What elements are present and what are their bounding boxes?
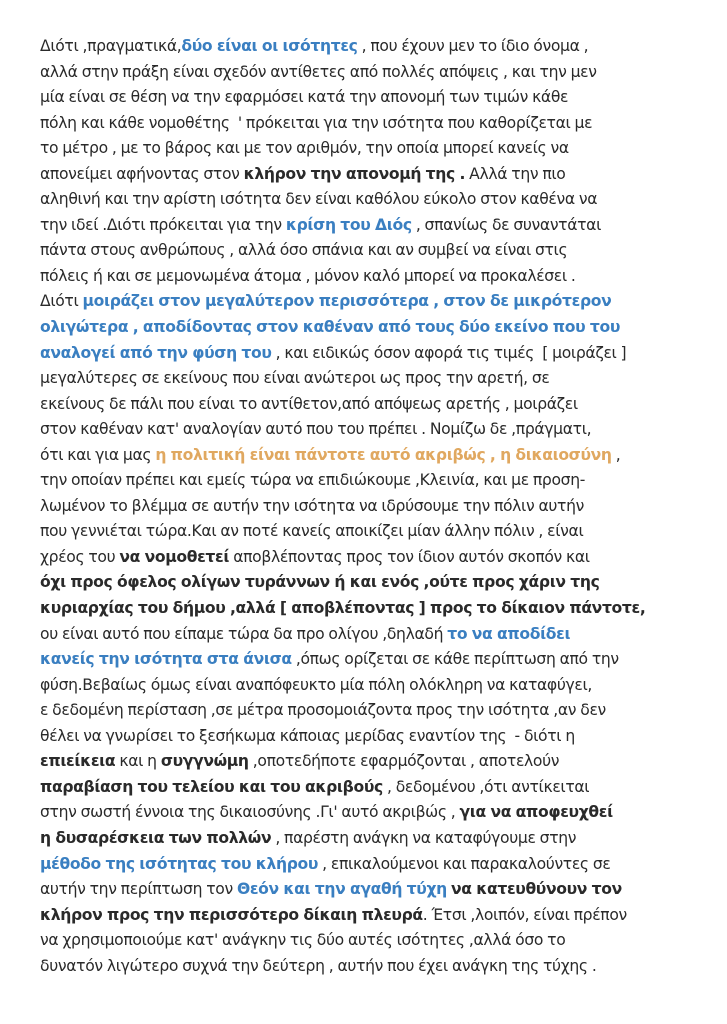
- highlight-blue: το να αποδίδει: [447, 624, 571, 643]
- text-line: [40, 34, 700, 60]
- text-line: [40, 341, 700, 367]
- text-segment: ότι και για μας: [40, 445, 156, 464]
- text-segment: φύση.Βεβαίως όμως είναι αναπόφευκτο μία πόλη ολόκληρη να καταφύγει,: [40, 675, 593, 694]
- bold-phrase: να νομοθετεί: [119, 547, 230, 566]
- text-line: [40, 519, 700, 545]
- document-body: [40, 34, 700, 979]
- bold-phrase: επιείκεια: [40, 752, 116, 771]
- text-segment: μεγαλύτερες σε εκείνους που είναι ανώτεροι ως προς την αρετή, σε: [40, 369, 550, 388]
- text-line: [40, 647, 700, 673]
- text-line: [40, 392, 700, 418]
- text-line: [40, 673, 700, 699]
- text-segment: , και ειδικώς όσον αφορά τις τιμές [ μοιράζει ]: [271, 343, 627, 362]
- text-line: [40, 162, 700, 188]
- text-line: [40, 85, 700, 111]
- highlight-blue: αναλογεί από την φύση του: [40, 343, 272, 362]
- text-segment: να χρησιμοποιούμε κατ' ανάγκην τις δύο αυτές ισότητες ,αλλά όσο το: [40, 931, 566, 950]
- text-segment: στην σωστή έννοια της δικαιοσύνης .Γι' αυτό ακριβώς ,: [40, 803, 460, 822]
- highlight-blue: κανείς την ισότητα στα άνισα: [40, 650, 292, 669]
- text-segment: πόλη και κάθε νομοθέτης ' πρόκειται για την ισότητα που καθορίζεται με: [40, 113, 593, 132]
- text-segment: , σπανίως δε συναντάται: [411, 215, 602, 234]
- highlight-blue: δύο είναι οι ισότητες: [181, 37, 358, 55]
- text-line: [40, 494, 700, 520]
- text-line: [40, 417, 700, 443]
- text-segment: . Έτσι ,λοιπόν, είναι πρέπον: [422, 905, 627, 924]
- bold-phrase: να κατευθύνουν τον: [451, 880, 622, 899]
- text-line: [40, 800, 700, 826]
- text-line: [40, 289, 700, 315]
- text-segment: ,: [611, 445, 621, 464]
- text-line: [40, 749, 700, 775]
- text-segment: θέλει να γνωρίσει το ξεσήκωμα κάποιας μερίδας εναντίον της - διότι η: [40, 726, 575, 745]
- text-segment: Διότι: [40, 292, 83, 311]
- highlight-blue: μοιράζει στον μεγαλύτερον περισσότερα , στον δε μικρότερον: [82, 292, 612, 311]
- text-segment: και η: [115, 752, 161, 771]
- text-line: [40, 187, 700, 213]
- text-segment: , δεδομένου ,ότι αντίκειται: [382, 777, 590, 796]
- bold-phrase: για να αποφευχθεί: [459, 803, 613, 822]
- text-line: [40, 698, 700, 724]
- text-line: [40, 136, 700, 162]
- highlight-blue: μέθοδο της ισότητας του κλήρου: [40, 854, 319, 873]
- text-line: [40, 826, 700, 852]
- text-line: [40, 724, 700, 750]
- bold-phrase: παραβίαση του τελείου και του ακριβούς: [40, 777, 383, 796]
- text-line: [40, 570, 700, 596]
- text-segment: απονείμει αφήνοντας στον: [40, 164, 244, 183]
- text-segment: αλλά στην πράξη είναι σχεδόν αντίθετες από πολλές απόψεις , και την μεν: [40, 62, 597, 81]
- text-segment: πόλεις ή και σε μεμονωμένα άτομα , μόνον καλό μπορεί να προκαλέσει .: [40, 266, 576, 285]
- text-line: [40, 877, 700, 903]
- text-segment: Διότι ,πραγματικά,: [40, 37, 182, 55]
- text-segment: την οποίαν πρέπει και εμείς τώρα να επιδιώκουμε ,Κλεινία, και με προση-: [40, 471, 585, 490]
- text-segment: αποβλέποντας προς τον ίδιον αυτόν σκοπόν και: [229, 547, 590, 566]
- text-segment: χρέος του: [40, 547, 120, 566]
- text-segment: ,οποτεδήποτε εφαρμόζονται , αποτελούν: [248, 752, 560, 771]
- text-line: [40, 852, 700, 878]
- text-line: [40, 213, 700, 239]
- text-segment: ου είναι αυτό που είπαμε τώρα δα προ ολίγου ,δηλαδή: [40, 624, 448, 643]
- text-line: [40, 903, 700, 929]
- text-line: [40, 315, 700, 341]
- text-line: [40, 596, 700, 622]
- text-segment: στον καθέναν κατ' αναλογίαν αυτό που του πρέπει . Νομίζω δε ,πράγματι,: [40, 420, 592, 439]
- text-segment: την ιδεί .Διότι πρόκειται για την: [40, 215, 286, 234]
- text-segment: δυνατόν λιγώτερο συχνά την δεύτερη , αυτήν που έχει ανάγκη της τύχης .: [40, 956, 597, 975]
- highlight-blue: ολιγώτερα , αποδίδοντας στον καθέναν από τους δύο εκείνο που του: [40, 318, 621, 337]
- text-segment: αυτήν την περίπτωση τον: [40, 880, 237, 899]
- text-line: [40, 928, 700, 954]
- text-segment: ε δεδομένη περίσταση ,σε μέτρα προσομοιάζοντα προς την ισότητα ,αν δεν: [40, 701, 606, 720]
- bold-phrase: η δυσαρέσκεια των πολλών: [40, 828, 272, 847]
- bold-phrase: συγγνώμη: [160, 752, 249, 771]
- text-segment: , επικαλούμενοι και παρακαλούντες σε: [318, 854, 611, 873]
- text-segment: , που έχουν μεν το ίδιο όνομα ,: [357, 37, 589, 55]
- bold-phrase: όχι προς όφελος ολίγων τυράννων ή και ενός ,ούτε προς χάριν της: [40, 573, 600, 592]
- text-line: [40, 443, 700, 469]
- text-line: [40, 545, 700, 571]
- text-line: [40, 264, 700, 290]
- text-line: [40, 366, 700, 392]
- text-segment: το μέτρο , με το βάρος και με τον αριθμόν, την οποία μπορεί κανείς να: [40, 139, 569, 158]
- text-segment: που γεννιέται τώρα.Και αν ποτέ κανείς αποικίζει μίαν άλλην πόλιν , είναι: [40, 522, 584, 541]
- text-segment: ,όπως ορίζεται σε κάθε περίπτωση από την: [291, 650, 619, 669]
- text-segment: μία είναι σε θέση να την εφαρμόσει κατά την απονομή των τιμών κάθε: [40, 88, 569, 107]
- text-line: [40, 238, 700, 264]
- highlight-blue: κρίση του Διός: [285, 215, 412, 234]
- bold-phrase: κλήρον την απονομή της .: [243, 164, 466, 183]
- text-line: [40, 775, 700, 801]
- text-segment: εκείνους δε πάλι που είναι το αντίθετον,από απόψεως αρετής , μοιράζει: [40, 394, 578, 413]
- text-line: [40, 111, 700, 137]
- text-segment: Αλλά την πιο: [465, 164, 566, 183]
- text-segment: , παρέστη ανάγκη να καταφύγουμε στην: [271, 828, 577, 847]
- text-line: [40, 954, 700, 980]
- text-segment: αληθινή και την αρίστη ισότητα δεν είναι καθόλου εύκολο στον καθένα να: [40, 190, 598, 209]
- text-line: [40, 60, 700, 86]
- highlight-orange: η πολιτική είναι πάντοτε αυτό ακριβώς , η δικαιοσύνη: [155, 445, 612, 464]
- bold-phrase: κυριαρχίας του δήμου ,αλλά [ αποβλέποντας ] προς το δίκαιον πάντοτε,: [40, 599, 646, 618]
- text-segment: πάντα στους ανθρώπους , αλλά όσο σπάνια και αν συμβεί να είναι στις: [40, 241, 568, 260]
- text-line: [40, 622, 700, 648]
- bold-phrase: κλήρον προς την περισσότερο δίκαιη πλευρά: [40, 905, 423, 924]
- text-segment: λωμένον το βλέμμα σε αυτήν την ισότητα να ιδρύσουμε την πόλιν αυτήν: [40, 496, 584, 515]
- highlight-blue: Θεόν και την αγαθή τύχη: [236, 880, 447, 899]
- text-line: [40, 468, 700, 494]
